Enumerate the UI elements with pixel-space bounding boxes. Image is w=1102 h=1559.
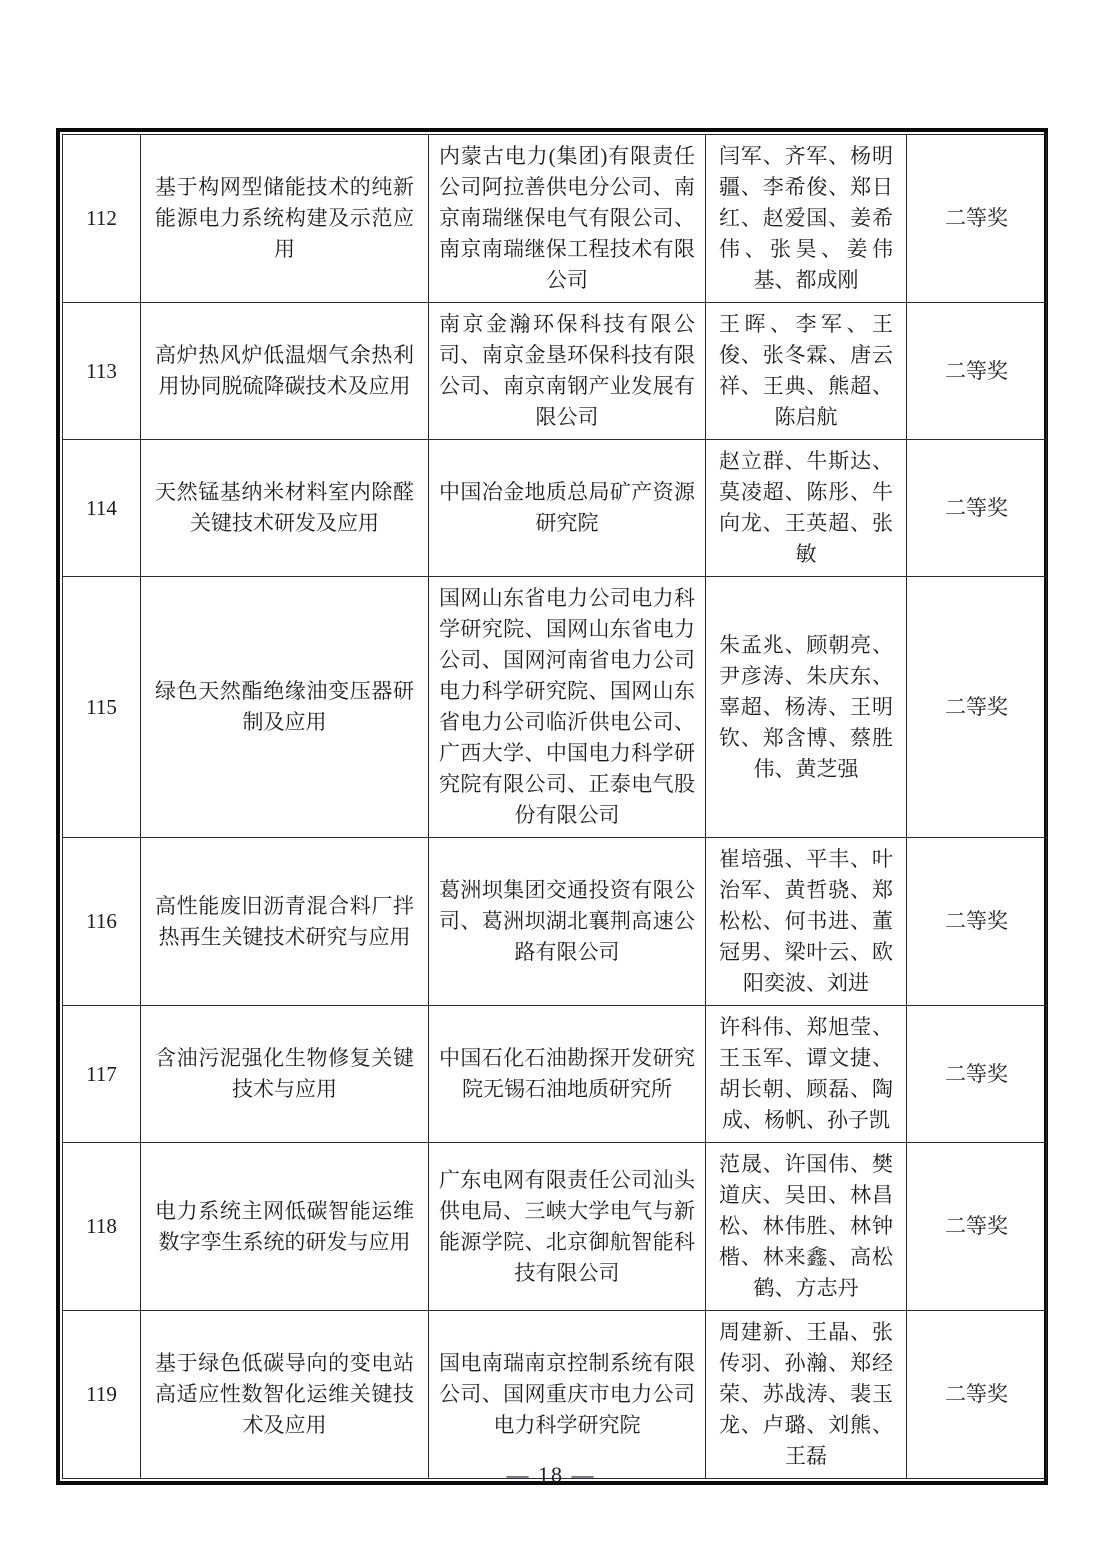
awardee-names: 崔培强、平丰、叶治军、黄哲骁、郑松松、何书进、董冠男、梁叶云、欧阳奕波、刘进 — [706, 838, 907, 1006]
completing-organizations: 国网山东省电力公司电力科学研究院、国网山东省电力公司、国网河南省电力公司电力科学研究院、国网山东省电力公司临沂供电公司、广西大学、中国电力科学研究院有限公司、正泰电气股份有限公司 — [429, 577, 706, 838]
completing-organizations: 国电南瑞南京控制系统有限公司、国网重庆市电力公司电力科学研究院 — [429, 1311, 706, 1479]
award-level: 二等奖 — [907, 1143, 1047, 1311]
awards-table — [62, 134, 1047, 1479]
awardee-names: 范晟、许国伟、樊道庆、吴田、林昌松、林伟胜、林钟楷、林来鑫、高松鹤、方志丹 — [706, 1143, 907, 1311]
row-number: 113 — [63, 303, 141, 440]
project-title: 绿色天然酯绝缘油变压器研制及应用 — [141, 577, 429, 838]
row-number: 115 — [63, 577, 141, 838]
awardee-names: 王晖、李军、王俊、张冬霖、唐云祥、王典、熊超、陈启航 — [706, 303, 907, 440]
completing-organizations: 内蒙古电力(集团)有限责任公司阿拉善供电分公司、南京南瑞继保电气有限公司、南京南瑞继保工程技术有限公司 — [429, 135, 706, 303]
completing-organizations: 中国冶金地质总局矿产资源研究院 — [429, 440, 706, 577]
awardee-names: 赵立群、牛斯达、莫凌超、陈彤、牛向龙、王英超、张敏 — [706, 440, 907, 577]
awardee-names: 朱孟兆、顾朝亮、尹彦涛、朱庆东、辜超、杨涛、王明钦、郑含博、蔡胜伟、黄芝强 — [706, 577, 907, 838]
awardee-names: 周建新、王晶、张传羽、孙瀚、郑经荣、苏战涛、裴玉龙、卢璐、刘熊、王磊 — [706, 1311, 907, 1479]
project-title: 高炉热风炉低温烟气余热利用协同脱硫降碳技术及应用 — [141, 303, 429, 440]
completing-organizations: 葛洲坝集团交通投资有限公司、葛洲坝湖北襄荆高速公路有限公司 — [429, 838, 706, 1006]
row-number: 116 — [63, 838, 141, 1006]
completing-organizations: 南京金瀚环保科技有限公司、南京金垦环保科技有限公司、南京南钢产业发展有限公司 — [429, 303, 706, 440]
award-level: 二等奖 — [907, 440, 1047, 577]
row-number: 112 — [63, 135, 141, 303]
project-title: 含油污泥强化生物修复关键技术与应用 — [141, 1006, 429, 1143]
page-number: — 18 — — [506, 1462, 596, 1487]
award-level: 二等奖 — [907, 577, 1047, 838]
table-row — [63, 1311, 1047, 1479]
table-row — [63, 1006, 1047, 1143]
award-level: 二等奖 — [907, 135, 1047, 303]
row-number: 117 — [63, 1006, 141, 1143]
table-row — [63, 303, 1047, 440]
project-title: 基于构网型储能技术的纯新能源电力系统构建及示范应用 — [141, 135, 429, 303]
table-row — [63, 440, 1047, 577]
row-number: 119 — [63, 1311, 141, 1479]
table-row — [63, 577, 1047, 838]
project-title: 天然锰基纳米材料室内除醛关键技术研发及应用 — [141, 440, 429, 577]
awardee-names: 闫军、齐军、杨明疆、李希俊、郑日红、赵爱国、姜希伟、张昊、姜伟基、都成刚 — [706, 135, 907, 303]
completing-organizations: 广东电网有限责任公司汕头供电局、三峡大学电气与新能源学院、北京御航智能科技有限公司 — [429, 1143, 706, 1311]
project-title: 电力系统主网低碳智能运维数字孪生系统的研发与应用 — [141, 1143, 429, 1311]
awardee-names: 许科伟、郑旭莹、王玉军、谭文捷、胡长朝、顾磊、陶成、杨帆、孙子凯 — [706, 1006, 907, 1143]
completing-organizations: 中国石化石油勘探开发研究院无锡石油地质研究所 — [429, 1006, 706, 1143]
project-title: 高性能废旧沥青混合料厂拌热再生关键技术研究与应用 — [141, 838, 429, 1006]
row-number: 114 — [63, 440, 141, 577]
row-number: 118 — [63, 1143, 141, 1311]
award-level: 二等奖 — [907, 303, 1047, 440]
table-row — [63, 135, 1047, 303]
award-level: 二等奖 — [907, 838, 1047, 1006]
award-level: 二等奖 — [907, 1311, 1047, 1479]
table-row — [63, 1143, 1047, 1311]
awards-table-frame — [56, 128, 1048, 1485]
project-title: 基于绿色低碳导向的变电站高适应性数智化运维关键技术及应用 — [141, 1311, 429, 1479]
table-row — [63, 838, 1047, 1006]
award-level: 二等奖 — [907, 1006, 1047, 1143]
